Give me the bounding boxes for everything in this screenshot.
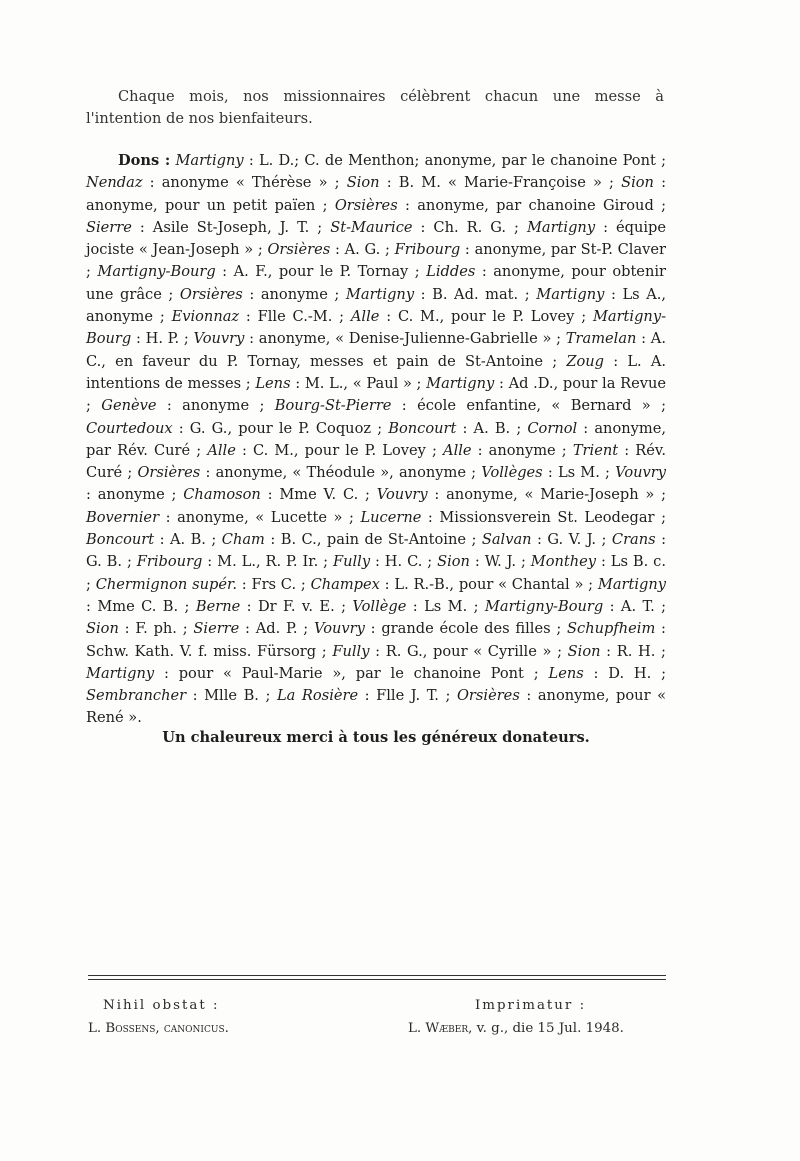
donation-text: anonyme (97, 486, 165, 504)
donation-text: anonyme (182, 397, 250, 415)
donation-place: Lucerne (360, 508, 422, 526)
donation-place: Cornol (527, 419, 578, 437)
nihil-obstat-name (88, 1020, 229, 1038)
donation-text: A. F., pour le P. Tornay (233, 263, 409, 281)
donation-place: Zoug (566, 352, 605, 370)
donation-place: Alle (443, 441, 472, 459)
donation-text: grande école des filles (381, 620, 551, 638)
donation-place: Martigny-Bourg (86, 308, 667, 348)
donation-text: A. G. (344, 241, 381, 259)
donation-text: Ad .D., pour la Revue (508, 374, 667, 392)
donation-text: G. V. J. (547, 531, 597, 549)
donation-text: F. ph. (135, 620, 177, 638)
donation-text: anonyme (260, 285, 328, 303)
donation-text: équipe jociste « Jean-Joseph » (86, 218, 667, 259)
donation-text: Ls B. c. (610, 553, 666, 571)
donation-place: Vouvry (615, 464, 667, 482)
imprimatur-name (408, 1020, 624, 1038)
donation-place: Bourg-St-Pierre (274, 397, 392, 415)
donation-text: Asile St-Joseph, J. T. (152, 218, 310, 236)
donation-place: Sion (567, 642, 601, 660)
donation-place: Alle (207, 441, 236, 459)
donation-place: Sierre (193, 620, 240, 638)
donation-text: anonyme, pour « René ». (86, 687, 667, 727)
donation-place: Crans (611, 531, 656, 549)
donation-text: anonyme, pour obtenir une grâce (86, 263, 666, 303)
donation-place: Vouvry (314, 620, 365, 638)
donation-place: Orsières (267, 241, 331, 259)
donation-text: Mlle B. (204, 687, 259, 705)
donation-text: anonyme, par St-P. Claver (474, 241, 667, 259)
donation-place: Genève (101, 397, 157, 415)
donation-text: R. G., pour « Cyrille » (385, 642, 552, 660)
donation-text: pour « Paul-Marie », par le chanoine Pont (178, 664, 524, 682)
donation-text: A. T. (620, 597, 655, 615)
donation-place: Martigny-Bourg (484, 597, 604, 615)
donation-place: Alle (350, 308, 380, 326)
imprimatur-label: Imprimatur : (475, 998, 587, 1013)
footer-rule-top (88, 975, 666, 976)
donation-text: Ls M. (424, 597, 468, 615)
footer-rule-bottom (88, 979, 666, 980)
donation-text: anonyme, par Rév. Curé (86, 419, 666, 459)
donation-place: Martigny (175, 152, 244, 169)
donation-place: Sion (437, 553, 470, 571)
donation-place: Lens (548, 664, 584, 682)
donation-text: A. C., en faveur du P. Tornay, messes et pain de St-Antoine (86, 330, 666, 370)
donation-place: Martigny (526, 218, 596, 236)
donation-place: Lens (255, 374, 291, 392)
donation-place: Orsières (179, 285, 243, 303)
donation-place: Martigny (426, 374, 495, 392)
donation-text: A. B. (169, 531, 206, 549)
donation-text: anonyme, « Marie-Joseph » (446, 486, 655, 504)
thanks-line: Un chaleureux merci à tous les généreux donateurs. (162, 729, 590, 746)
donation-text: M. L., R. P. Ir. (217, 553, 319, 571)
donation-text: A. B. (473, 419, 511, 437)
donation-place: Courtedoux (86, 419, 173, 437)
donations-paragraph: Dons : Martigny : L. D.; C. de Menthon; anonyme, par le chanoine Pont ; Nendaz : anonyme « Thérèse » ; Sion : B. M. « Marie-Françoise » ; Sion : anonyme, pour un petit païen ; Orsières : anonyme, par chanoine Giroud ; Sierre : Asile St-Joseph, J. T. ; St-Maurice : Ch. R. G. ; Martigny : équipe jociste « Jean-Joseph » ; Orsières : A. G. ; Fribourg : anonyme, par St-P. Claver ; Martigny-Bourg : A. F., pour le P. Tornay ; Liddes : anonyme, pour obtenir une grâce ; Orsières : anonyme ; Martigny : B. Ad. mat. ; Martigny : Ls A., anonyme ; Evionnaz : Flle C.-M. ; Alle : C. M., pour le P. Lovey ; Martigny-Bourg : H. P. ; Vouvry : anonyme, « Denise-Julienne-Gabrielle » ; Tramelan : A. C., en faveur du P. Tornay, messes et pain de St-Antoine ; Zoug : L. A. intentions de messes ; Lens : M. L., « Paul » ; Martigny : Ad .D., pour la Revue ; Genève : anonyme ; Bourg-St-Pierre : école enfantine, « Bernard » ; Courtedoux : G. G., pour le P. Coquoz ; Boncourt : A. B. ; Cornol : anonyme, par Rév. Curé ; Alle : C. M., pour le P. Lovey ; Alle : anonyme ; Trient : Rév. Curé ; Orsières : anonyme, « Théodule », anonyme ; Vollèges : Ls M. ; Vouvry : anonyme ; Chamoson : Mme V. C. ; Vouvry : anonyme, « Marie-Joseph » ; Bovernier : anonyme, « Lucette » ; Lucerne : Missionsverein St. Leodegar ; Boncourt : A. B. ; Cham : B. C., pain de St-Antoine ; Salvan : G. V. J. ; Crans : G. B. ; Fribourg : M. L., R. P. Ir. ; Fully : H. C. ; Sion : W. J. ; Monthey : Ls B. c. ; Chermignon supér. : Frs C. ; Champex : L. R.-B., pour « Chantal » ; Martigny : Mme C. B. ; Berne : Dr F. v. E. ; Vollège : Ls M. ; Martigny-Bourg : A. T. ; Sion : F. ph. ; Sierre : Ad. P. ; Vouvry : grande école des filles ; Schupfheim : Schw. Kath. V. f. miss. Fürsorg ; Fully : R. G., pour « Cyrille » ; Sion : R. H. ; Martigny : pour « Paul-Marie », par le chanoine Pont ; Lens : D. H. ; Sembrancher : Mlle B. ; La Rosière : Flle J. T. ; Orsières : anonyme, pour « René ». (86, 152, 667, 727)
donation-place: Vollèges (481, 464, 543, 482)
donation-text: Frs C. (251, 575, 297, 593)
donation-text: H. P. (145, 330, 180, 348)
donation-place: Vollège (352, 597, 407, 615)
donation-text: anonyme, pour un petit païen (86, 196, 316, 214)
donation-place: Cham (221, 531, 265, 549)
donation-place: Nendaz (86, 174, 143, 192)
donation-place: Martigny (86, 664, 155, 682)
imprimatur-date: , v. g., die 15 Jul. 1948. (468, 1021, 624, 1036)
donation-text: Ch. R. G. (433, 218, 507, 236)
donation-text: école enfantine, « Bernard » (417, 397, 651, 415)
donation-place: Champex (310, 575, 380, 593)
donation-place: Sierre (86, 218, 132, 236)
donation-text: L. A. intentions de messes (86, 352, 667, 392)
donation-place: Evionnaz (171, 308, 240, 326)
donation-text: C. M., pour le P. Lovey (252, 441, 426, 459)
donation-place: Salvan (481, 531, 532, 549)
donation-place: Chamoson (183, 486, 261, 504)
donation-text: Flle C.-M. (257, 308, 333, 326)
donation-place: Sion (621, 174, 654, 192)
donation-text: W. J. (484, 553, 517, 571)
donation-place: Chermignon supér. (95, 575, 237, 593)
donation-text: anonyme, « Lucette » (177, 508, 343, 526)
donation-place: Orsières (456, 687, 520, 705)
donation-text: B. M. « Marie-Françoise » (398, 174, 602, 192)
donation-text: G. B. (86, 553, 123, 571)
donation-place: Fribourg (136, 553, 203, 571)
donation-text: Mme V. C. (279, 486, 359, 504)
donation-text: G. G., pour le P. Coquoz (189, 419, 372, 437)
donation-text: Ls A., anonyme (86, 285, 667, 326)
donation-text: L. R.-B., pour « Chantal » (394, 575, 584, 593)
donation-place: La Rosière (276, 687, 359, 705)
donation-text: Flle J. T. (376, 687, 439, 705)
donation-place: Fully (332, 642, 370, 660)
donation-place: Monthey (530, 553, 597, 571)
donation-place: Vouvry (376, 486, 428, 504)
donation-text: anonyme (488, 441, 556, 459)
donation-place: Berne (195, 597, 241, 615)
donation-place: Fribourg (394, 241, 461, 259)
imprimatur-signature: L. Wæber (408, 1021, 469, 1036)
donation-text: B. C., pain de St-Antoine (280, 531, 466, 549)
donation-place: Martigny (345, 285, 415, 303)
donation-text: C. M., pour le P. Lovey (397, 308, 575, 326)
donation-text: anonyme, « Denise-Julienne-Gabrielle » (258, 330, 552, 348)
donation-text: D. H. (608, 664, 652, 682)
donation-text: B. Ad. mat. (432, 285, 519, 303)
donation-text: Ad. P. (255, 620, 298, 638)
donation-text: Ls M. (557, 464, 600, 482)
donation-place: Boncourt (86, 531, 155, 549)
donation-place: Bovernier (86, 508, 160, 526)
donation-place: Schupfheim (567, 620, 656, 638)
donation-place: Tramelan (565, 330, 637, 348)
donation-place: Sembrancher (86, 687, 187, 705)
donation-place: Martigny-Bourg (97, 263, 216, 281)
donation-text: L. D.; C. de Menthon; anonyme, par le chanoine Pont (258, 152, 656, 169)
donation-text: anonyme, « Théodule », anonyme (215, 464, 466, 482)
donation-place: Sion (346, 174, 380, 192)
donation-place: Martigny (536, 285, 605, 303)
donation-place: Liddes (426, 263, 476, 281)
donation-text: Dr F. v. E. (257, 597, 335, 615)
donation-text: anonyme, par chanoine Giroud (417, 196, 654, 214)
nihil-obstat-label: Nihil obstat : (103, 998, 220, 1013)
donation-place: Orsières (137, 464, 201, 482)
donation-text: Missionsverein St. Leodegar (439, 508, 655, 526)
donation-text: Rév. Curé (86, 441, 667, 482)
donation-text: H. C. (384, 553, 423, 571)
intro-paragraph: Chaque mois, nos missionnaires célèbrent chacun une messe à l'intention de nos bienfaiteurs. (86, 88, 664, 127)
donation-place: Fully (332, 553, 371, 571)
donation-text: anonyme « Thérèse » (161, 174, 328, 192)
donation-text: Mme C. B. (97, 597, 179, 615)
donation-place: Trient (572, 441, 619, 459)
donation-place: Sion (86, 620, 119, 638)
donation-place: Martigny (597, 575, 667, 593)
donation-text: Schw. Kath. V. f. miss. Fürsorg (86, 642, 317, 660)
donation-place: Orsières (334, 196, 398, 214)
donation-place: Vouvry (193, 330, 245, 348)
donation-text: M. L., « Paul » (304, 374, 412, 392)
donation-text: R. H. (616, 642, 656, 660)
donations-label: Dons : (118, 152, 171, 169)
donation-place: St-Maurice (330, 218, 413, 236)
donation-place: Boncourt (388, 419, 457, 437)
nihil-obstat-signature: L. Bossens, canonicus. (88, 1021, 229, 1036)
